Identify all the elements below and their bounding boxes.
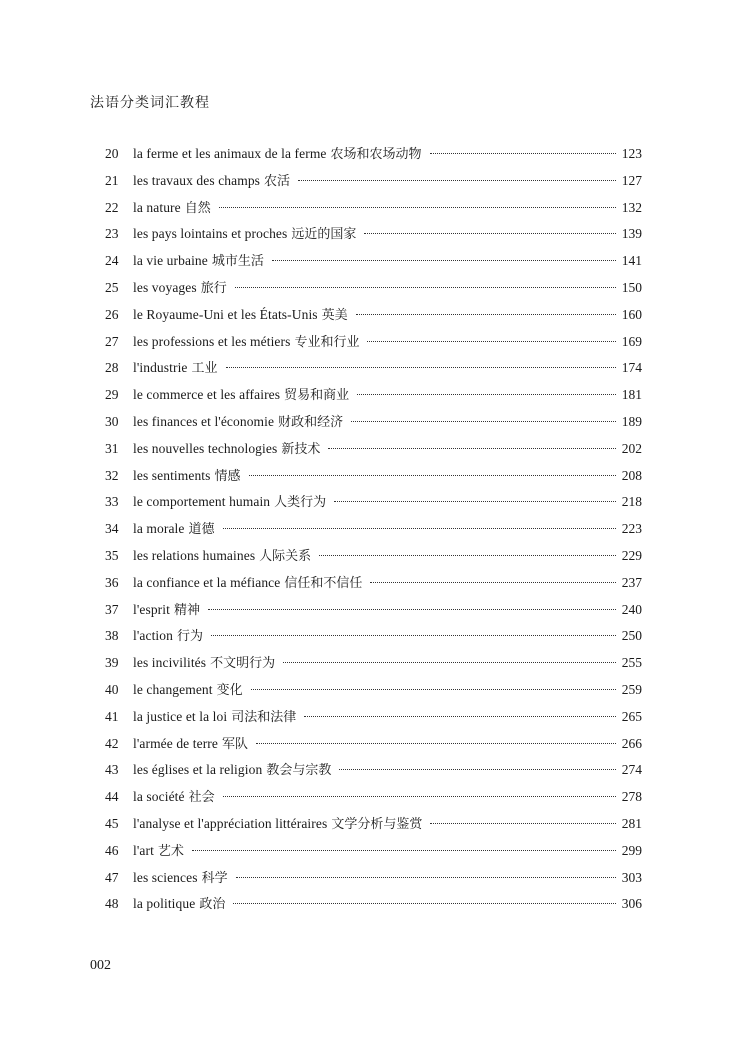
toc-entry-number: 21 xyxy=(105,172,119,188)
toc-entry[interactable] xyxy=(105,411,642,438)
toc-entry-title xyxy=(133,143,422,162)
running-header: 法语分类词汇教程 xyxy=(90,95,210,111)
toc-entry-title-french: les nouvelles technologies xyxy=(133,440,278,456)
toc-entry[interactable] xyxy=(105,786,642,813)
toc-entry-title-chinese: 道德 xyxy=(188,522,215,538)
toc-dot-leader xyxy=(430,153,616,154)
toc-entry[interactable] xyxy=(105,572,642,599)
toc-entry[interactable] xyxy=(105,170,642,197)
toc-entry-page: 223 xyxy=(621,521,642,537)
toc-dot-leader xyxy=(249,475,616,476)
toc-entry-title xyxy=(133,170,290,189)
toc-entry-number: 39 xyxy=(105,655,119,671)
toc-entry-title-chinese: 行为 xyxy=(176,629,203,645)
toc-entry-page: 281 xyxy=(621,815,642,831)
toc-entry-title xyxy=(133,652,275,671)
toc-entry-page: 240 xyxy=(621,601,642,617)
toc-dot-leader xyxy=(211,635,616,636)
toc-entry-title-french: les voyages xyxy=(133,279,197,295)
toc-entry[interactable] xyxy=(105,706,642,733)
toc-entry-title-french: les pays lointains et proches xyxy=(133,226,288,242)
toc-entry-number: 27 xyxy=(105,333,119,349)
toc-entry[interactable] xyxy=(105,759,642,786)
toc-entry[interactable] xyxy=(105,599,642,626)
toc-entry-title-chinese: 新技术 xyxy=(281,441,321,457)
toc-entry-title-french: le commerce et les affaires xyxy=(133,387,281,403)
toc-entry-page: 255 xyxy=(621,655,642,671)
toc-entry-number: 34 xyxy=(105,521,119,537)
toc-entry-title-chinese: 科学 xyxy=(201,870,228,886)
toc-entry-title-french: le comportement humain xyxy=(133,494,271,510)
toc-dot-leader xyxy=(298,180,616,181)
toc-entry-page: 299 xyxy=(621,842,642,858)
toc-entry-title-chinese: 农活 xyxy=(264,173,291,189)
toc-entry-title xyxy=(133,599,200,618)
toc-entry-title-chinese: 专业和行业 xyxy=(294,334,360,350)
toc-entry[interactable] xyxy=(105,652,642,679)
toc-dot-leader xyxy=(223,528,616,529)
toc-entry-title-chinese: 财政和经济 xyxy=(278,414,344,430)
toc-entry[interactable] xyxy=(105,197,642,224)
toc-entry-page: 266 xyxy=(621,735,642,751)
toc-entry-title-chinese: 人类行为 xyxy=(274,495,327,511)
toc-entry-title-chinese: 社会 xyxy=(188,790,215,806)
toc-entry-page: 278 xyxy=(621,789,642,805)
toc-entry-title-french: la justice et la loi xyxy=(133,708,228,724)
toc-dot-leader xyxy=(334,501,616,502)
toc-dot-leader xyxy=(364,233,615,234)
toc-entry-page: 150 xyxy=(621,279,642,295)
toc-entry-title-chinese: 情感 xyxy=(214,468,241,484)
toc-entry-number: 33 xyxy=(105,494,119,510)
toc-dot-leader xyxy=(236,877,616,878)
toc-entry-title-chinese: 贸易和商业 xyxy=(284,388,350,404)
toc-entry-number: 31 xyxy=(105,440,119,456)
toc-entry-title xyxy=(133,893,225,912)
toc-entry-number: 38 xyxy=(105,628,119,644)
toc-entry-title-chinese: 英美 xyxy=(321,307,348,323)
toc-entry-title xyxy=(133,545,311,564)
toc-entry-title-french: les incivilités xyxy=(133,655,207,671)
toc-entry-page: 181 xyxy=(621,387,642,403)
toc-entry-title-chinese: 教会与宗教 xyxy=(266,763,332,779)
toc-entry-title xyxy=(133,277,227,296)
toc-entry[interactable] xyxy=(105,465,642,492)
toc-entry-number: 36 xyxy=(105,574,119,590)
toc-entry[interactable] xyxy=(105,223,642,250)
toc-entry[interactable] xyxy=(105,625,642,652)
toc-entry-title-french: la morale xyxy=(133,521,185,537)
toc-entry-number: 46 xyxy=(105,842,119,858)
toc-entry-title-chinese: 司法和法律 xyxy=(231,709,297,725)
toc-entry-title xyxy=(133,679,243,698)
toc-entry-page: 189 xyxy=(621,413,642,429)
toc-entry-title xyxy=(133,518,215,537)
toc-entry[interactable] xyxy=(105,304,642,331)
toc-entry[interactable] xyxy=(105,733,642,760)
toc-entry-page: 229 xyxy=(621,547,642,563)
toc-entry-title xyxy=(133,223,356,242)
toc-entry-title-french: les églises et la religion xyxy=(133,762,263,778)
toc-entry-title-french: l'action xyxy=(133,628,173,644)
toc-entry-page: 208 xyxy=(621,467,642,483)
toc-entry-title xyxy=(133,438,320,457)
toc-entry[interactable] xyxy=(105,277,642,304)
toc-entry-title-french: l'art xyxy=(133,842,154,858)
toc-entry-number: 22 xyxy=(105,199,119,215)
toc-entry[interactable] xyxy=(105,438,642,465)
toc-entry-title xyxy=(133,491,326,510)
toc-entry-page: 265 xyxy=(621,708,642,724)
toc-entry-title-french: la ferme et les animaux de la ferme xyxy=(133,146,327,161)
toc-entry-title-french: le changement xyxy=(133,681,213,697)
toc-entry-number: 26 xyxy=(105,306,119,322)
toc-entry-title-chinese: 城市生活 xyxy=(211,254,264,270)
toc-entry[interactable] xyxy=(105,143,642,170)
toc-entry-title-french: l'armée de terre xyxy=(133,735,218,751)
toc-entry-title-french: les travaux des champs xyxy=(133,172,261,188)
toc-dot-leader xyxy=(219,207,616,208)
toc-entry-title-french: les sciences xyxy=(133,869,198,885)
toc-entry-page: 141 xyxy=(621,253,642,269)
toc-entry[interactable] xyxy=(105,545,642,572)
toc-entry-title-chinese: 旅行 xyxy=(200,280,227,296)
toc-entry-number: 20 xyxy=(105,146,119,161)
toc-entry-title-french: l'analyse et l'appréciation littéraires xyxy=(133,815,328,831)
toc-entry-title xyxy=(133,759,331,778)
toc-entry-title-chinese: 变化 xyxy=(216,682,243,698)
toc-entry-title xyxy=(133,625,203,644)
toc-dot-leader xyxy=(304,716,616,717)
toc-dot-leader xyxy=(272,260,616,261)
toc-entry-page: 139 xyxy=(621,226,642,242)
toc-entry-page: 303 xyxy=(621,869,642,885)
toc-entry-title-chinese: 精神 xyxy=(173,602,200,618)
toc-dot-leader xyxy=(192,850,616,851)
toc-entry-title-chinese: 政治 xyxy=(199,897,226,913)
toc-dot-leader xyxy=(357,394,616,395)
toc-entry[interactable] xyxy=(105,813,642,840)
toc-entry[interactable] xyxy=(105,893,642,920)
table-of-contents xyxy=(105,143,642,920)
toc-entry-page: 274 xyxy=(621,762,642,778)
toc-entry[interactable] xyxy=(105,384,642,411)
toc-entry-number: 23 xyxy=(105,226,119,242)
toc-entry[interactable] xyxy=(105,867,642,894)
toc-entry-number: 29 xyxy=(105,387,119,403)
toc-entry-title-chinese: 自然 xyxy=(184,200,211,216)
toc-entry-title-chinese: 远近的国家 xyxy=(291,227,357,243)
toc-entry-title xyxy=(133,706,296,725)
toc-dot-leader xyxy=(256,743,616,744)
toc-dot-leader xyxy=(235,287,616,288)
toc-entry-title xyxy=(133,357,218,376)
toc-entry-number: 25 xyxy=(105,279,119,295)
toc-entry-title-french: la vie urbaine xyxy=(133,253,208,269)
toc-entry-page: 306 xyxy=(621,896,642,912)
toc-entry-title xyxy=(133,250,264,269)
toc-entry[interactable] xyxy=(105,491,642,518)
toc-entry-title xyxy=(133,197,211,216)
toc-entry-title-french: la confiance et la méfiance xyxy=(133,574,281,590)
toc-entry-title-french: les sentiments xyxy=(133,467,211,483)
toc-entry-page: 250 xyxy=(621,628,642,644)
toc-dot-leader xyxy=(208,609,616,610)
toc-entry[interactable] xyxy=(105,357,642,384)
toc-entry[interactable] xyxy=(105,250,642,277)
toc-entry-title-french: la nature xyxy=(133,199,181,215)
toc-entry-title-french: la société xyxy=(133,789,185,805)
toc-dot-leader xyxy=(223,796,616,797)
toc-entry-title-chinese: 不文明行为 xyxy=(210,656,276,672)
toc-entry-title xyxy=(133,733,248,752)
toc-entry-title-french: l'esprit xyxy=(133,601,170,617)
toc-entry-page: 160 xyxy=(621,306,642,322)
toc-dot-leader xyxy=(226,367,616,368)
toc-dot-leader xyxy=(351,421,616,422)
toc-entry-number: 43 xyxy=(105,762,119,778)
toc-entry[interactable] xyxy=(105,840,642,867)
toc-entry-title-french: les finances et l'économie xyxy=(133,413,275,429)
toc-entry[interactable] xyxy=(105,331,642,358)
toc-dot-leader xyxy=(283,662,616,663)
toc-entry-title-french: le Royaume-Uni et les États-Unis xyxy=(133,306,318,322)
toc-entry-title xyxy=(133,384,349,403)
toc-entry-number: 41 xyxy=(105,708,119,724)
toc-entry-title xyxy=(133,786,215,805)
toc-entry[interactable] xyxy=(105,679,642,706)
toc-dot-leader xyxy=(251,689,616,690)
toc-entry-title-french: la politique xyxy=(133,896,196,912)
toc-dot-leader xyxy=(430,823,615,824)
toc-entry-title-chinese: 工业 xyxy=(191,361,218,377)
toc-dot-leader xyxy=(356,314,616,315)
toc-entry-title xyxy=(133,465,241,484)
toc-entry-page: 132 xyxy=(621,199,642,215)
toc-entry-number: 47 xyxy=(105,869,119,885)
toc-entry-title xyxy=(133,304,348,323)
toc-entry-number: 44 xyxy=(105,789,119,805)
toc-entry-title-chinese: 文学分析与鉴赏 xyxy=(331,816,423,832)
toc-entry-number: 37 xyxy=(105,601,119,617)
toc-entry-number: 24 xyxy=(105,253,119,269)
toc-entry-number: 28 xyxy=(105,360,119,376)
toc-entry-title xyxy=(133,331,359,350)
toc-entry-title-french: l'industrie xyxy=(133,360,188,376)
toc-entry-number: 30 xyxy=(105,413,119,429)
toc-entry-page: 202 xyxy=(621,440,642,456)
toc-entry-page: 218 xyxy=(621,494,642,510)
toc-entry-number: 45 xyxy=(105,815,119,831)
toc-entry-title-chinese: 信任和不信任 xyxy=(284,575,363,591)
toc-entry-number: 32 xyxy=(105,467,119,483)
toc-entry-page: 123 xyxy=(621,146,642,161)
toc-entry-page: 237 xyxy=(621,574,642,590)
toc-entry-title-french: les professions et les métiers xyxy=(133,333,291,349)
toc-entry-page: 127 xyxy=(621,172,642,188)
toc-entry-number: 48 xyxy=(105,896,119,912)
toc-dot-leader xyxy=(370,582,615,583)
toc-entry-page: 169 xyxy=(621,333,642,349)
toc-entry-page: 259 xyxy=(621,681,642,697)
toc-entry-title-chinese: 人际关系 xyxy=(259,548,312,564)
toc-entry-number: 35 xyxy=(105,547,119,563)
toc-dot-leader xyxy=(328,448,615,449)
toc-entry-title xyxy=(133,867,228,886)
toc-entry-title xyxy=(133,840,184,859)
toc-dot-leader xyxy=(339,769,615,770)
toc-entry-title xyxy=(133,411,343,430)
toc-entry-title-chinese: 军队 xyxy=(221,736,248,752)
toc-entry-title-chinese: 艺术 xyxy=(157,843,184,859)
toc-entry-title xyxy=(133,813,422,832)
toc-entry-title-chinese: 农场和农场动物 xyxy=(330,147,422,162)
page-number: 002 xyxy=(90,958,111,973)
toc-dot-leader xyxy=(319,555,616,556)
toc-entry-number: 42 xyxy=(105,735,119,751)
toc-dot-leader xyxy=(367,341,615,342)
toc-entry[interactable] xyxy=(105,518,642,545)
toc-dot-leader xyxy=(233,903,615,904)
toc-entry-title-french: les relations humaines xyxy=(133,547,256,563)
toc-entry-number: 40 xyxy=(105,681,119,697)
toc-entry-page: 174 xyxy=(621,360,642,376)
toc-entry-title xyxy=(133,572,362,591)
